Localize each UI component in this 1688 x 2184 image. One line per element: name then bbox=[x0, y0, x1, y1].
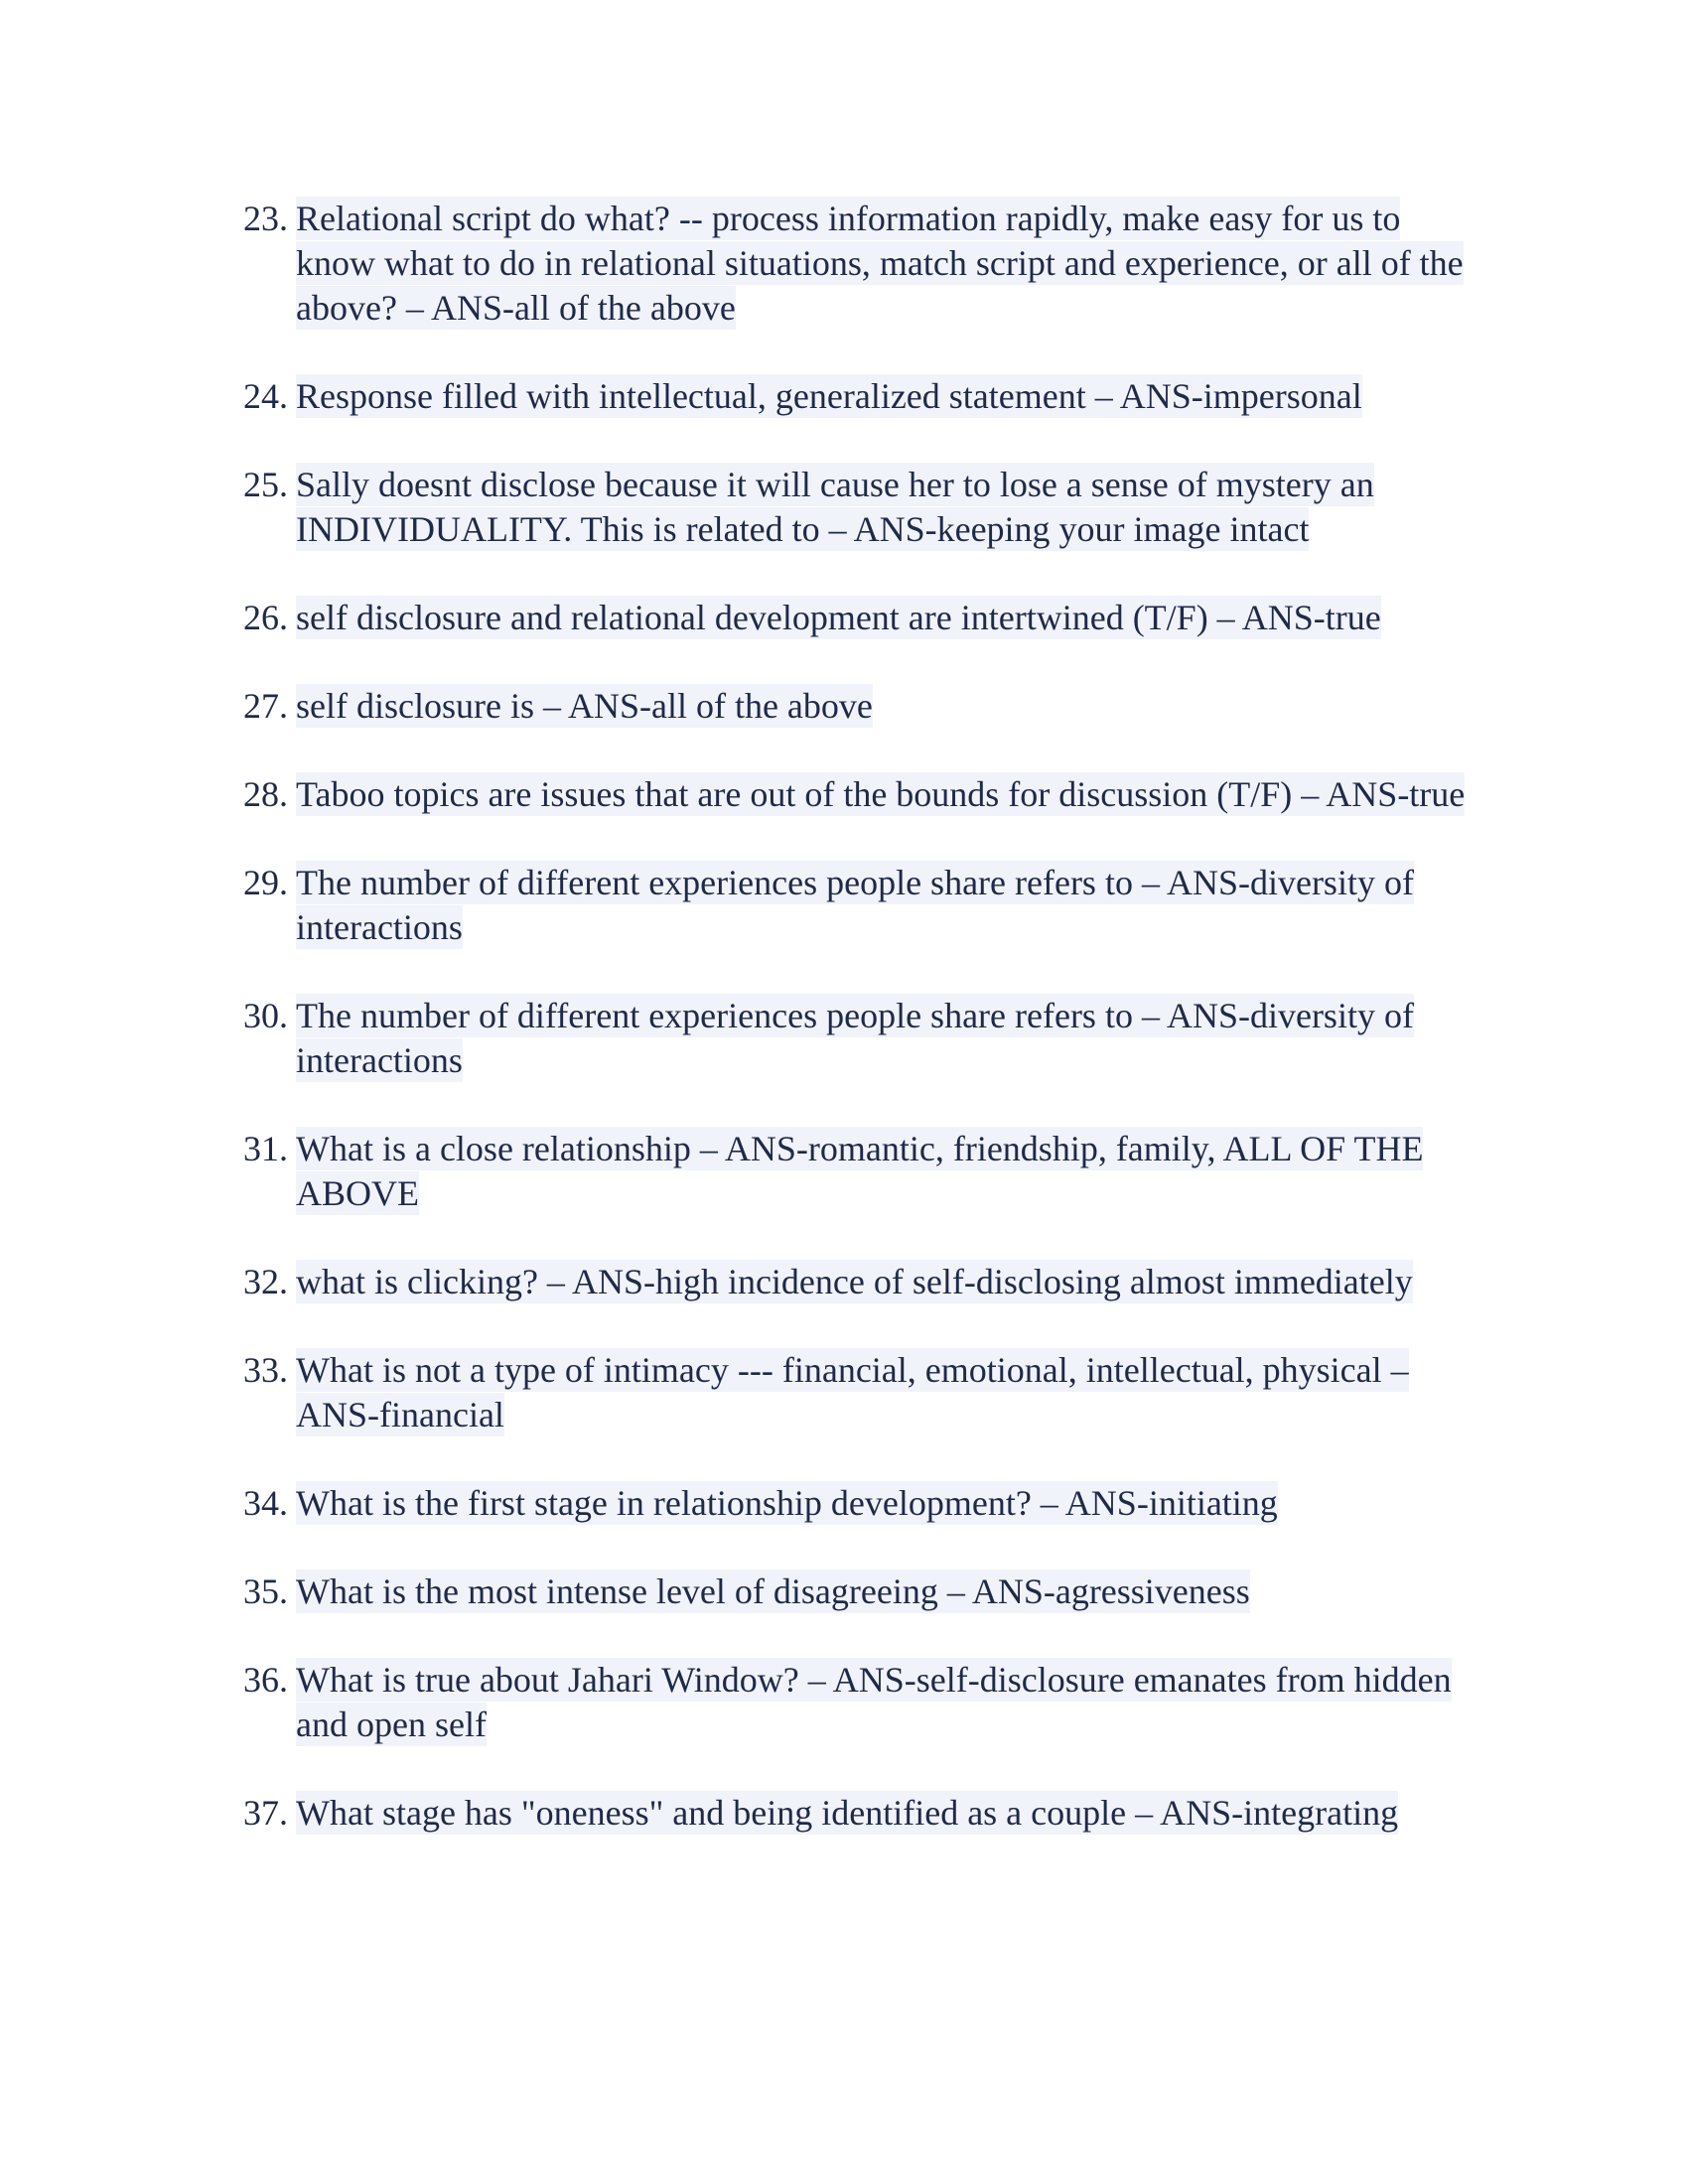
item-number: 28. bbox=[243, 774, 288, 814]
list-item bbox=[243, 994, 1475, 1083]
item-number: 34. bbox=[243, 1483, 288, 1523]
item-text: Relational script do what? -- process information rapidly, make easy for us to know what to do in relational situations, match script and experience, or all of the above? – ANS-all of the above bbox=[296, 199, 1464, 328]
item-number: 37. bbox=[243, 1793, 288, 1833]
list-item bbox=[243, 1260, 1475, 1304]
list-item bbox=[243, 1658, 1475, 1747]
question-answer-list bbox=[243, 197, 1475, 1879]
list-item bbox=[243, 861, 1475, 950]
list-item bbox=[243, 596, 1475, 640]
item-number: 23. bbox=[243, 199, 288, 238]
item-text: Response filled with intellectual, generalized statement – ANS-impersonal bbox=[296, 376, 1362, 416]
item-text: self disclosure and relational development are intertwined (T/F) – ANS-true bbox=[296, 598, 1381, 637]
item-text: What is the first stage in relationship development? – ANS-initiating bbox=[296, 1483, 1278, 1523]
item-text: What is true about Jahari Window? – ANS-self-disclosure emanates from hidden and open self bbox=[296, 1660, 1452, 1744]
item-number: 29. bbox=[243, 863, 288, 902]
item-text: What stage has "oneness" and being identified as a couple – ANS-integrating bbox=[296, 1793, 1399, 1833]
item-text: The number of different experiences people share refers to – ANS-diversity of interactions bbox=[296, 863, 1414, 947]
list-item bbox=[243, 1348, 1475, 1437]
item-number: 25. bbox=[243, 465, 288, 504]
item-number: 24. bbox=[243, 376, 288, 416]
list-item bbox=[243, 1570, 1475, 1614]
item-text: Sally doesnt disclose because it will cause her to lose a sense of mystery an INDIVIDUALITY. This is related to – ANS-keeping your image intact bbox=[296, 465, 1374, 549]
item-number: 26. bbox=[243, 598, 288, 637]
item-text: what is clicking? – ANS-high incidence of self-disclosing almost immediately bbox=[296, 1262, 1413, 1301]
item-number: 30. bbox=[243, 996, 288, 1035]
item-number: 33. bbox=[243, 1350, 288, 1390]
list-item bbox=[243, 684, 1475, 729]
list-item bbox=[243, 374, 1475, 419]
list-item bbox=[243, 197, 1475, 331]
item-text: What is the most intense level of disagreeing – ANS-agressiveness bbox=[296, 1571, 1250, 1611]
list-item bbox=[243, 1127, 1475, 1216]
item-text: self disclosure is – ANS-all of the above bbox=[296, 686, 873, 726]
item-text: Taboo topics are issues that are out of the bounds for discussion (T/F) – ANS-true bbox=[296, 774, 1466, 814]
item-number: 32. bbox=[243, 1262, 288, 1301]
item-text: The number of different experiences people share refers to – ANS-diversity of interactions bbox=[296, 996, 1414, 1080]
list-item bbox=[243, 463, 1475, 552]
list-item bbox=[243, 1481, 1475, 1526]
item-number: 35. bbox=[243, 1571, 288, 1611]
list-item bbox=[243, 772, 1475, 817]
item-text: What is a close relationship – ANS-romantic, friendship, family, ALL OF THE ABOVE bbox=[296, 1129, 1424, 1213]
list-item bbox=[243, 1791, 1475, 1836]
item-number: 36. bbox=[243, 1660, 288, 1700]
item-number: 31. bbox=[243, 1129, 288, 1168]
item-text: What is not a type of intimacy --- financial, emotional, intellectual, physical – ANS-financial bbox=[296, 1350, 1409, 1434]
item-number: 27. bbox=[243, 686, 288, 726]
